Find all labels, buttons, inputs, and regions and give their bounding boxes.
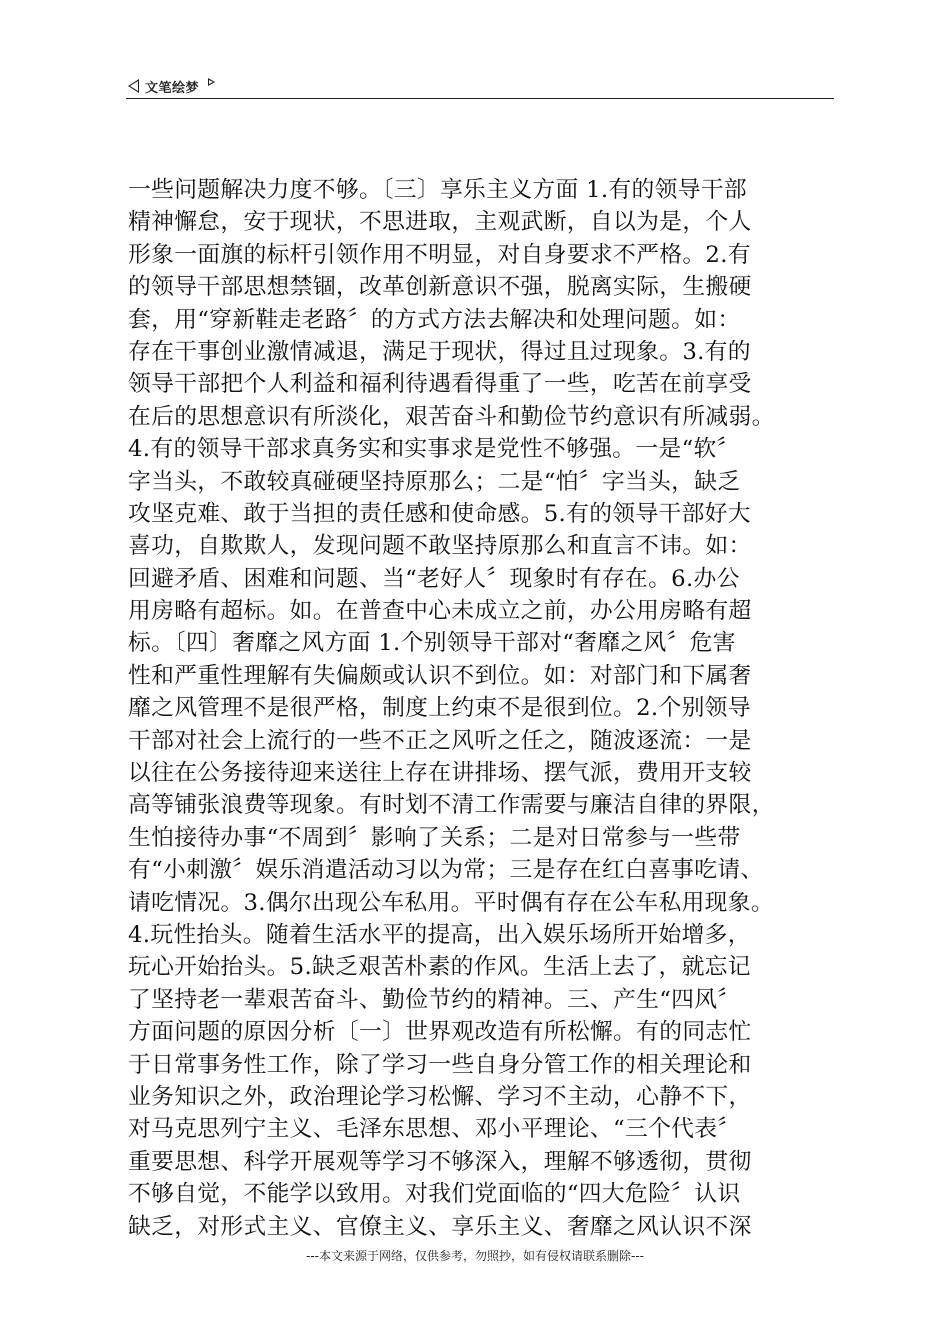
text-line: 喜功，自欺欺人，发现问题不敢坚持原那么和直言不讳。如： bbox=[128, 533, 752, 560]
text-line: 用房略有超标。如。在普查中心未成立之前，办公用房略有超 bbox=[128, 598, 752, 625]
text-line: 4.玩性抬头。随着生活水平的提高，出入娱乐场所开始增多， bbox=[128, 921, 751, 948]
text-line: 存在干事创业激情减退，满足于现状，得过且过现象。3.有的 bbox=[128, 338, 751, 365]
header-divider bbox=[126, 98, 834, 99]
text-line: 缺乏，对形式主义、官僚主义、享乐主义、奢靡之风认识不深 bbox=[128, 1213, 752, 1240]
text-line: 靡之风管理不是很严格，制度上约束不是很到位。2.个别领导 bbox=[128, 695, 751, 722]
page-footer: ---本文来源于网络，仅供参考，勿照抄，如有侵权请联系删除--- bbox=[306, 1249, 644, 1263]
text-line: 请吃情况。3.偶尔出现公车私用。平时偶有存在公车私用现象。 bbox=[128, 889, 774, 916]
right-triangle-icon bbox=[208, 78, 215, 86]
text-line: 在后的思想意识有所淡化，艰苦奋斗和勤俭节约意识有所减弱。 bbox=[128, 403, 775, 430]
text-line: 4.有的领导干部求真务实和实事求是党性不够强。一是“软〞 bbox=[128, 436, 740, 463]
text-line: 方面问题的原因分析〔一〕世界观改造有所松懈。有的同志忙 bbox=[128, 1019, 752, 1046]
text-line: 于日常事务性工作，除了学习一些自身分管工作的相关理论和 bbox=[128, 1051, 752, 1078]
text-line: 攻坚克难、敢于当担的责任感和使命感。5.有的领导干部好大 bbox=[128, 500, 751, 527]
text-line: 的领导干部思想禁锢，改革创新意识不强，脱离实际，生搬硬 bbox=[128, 274, 752, 301]
page-header bbox=[128, 74, 832, 98]
text-line: 干部对社会上流行的一些不正之风听之任之，随波逐流：一是 bbox=[128, 727, 752, 754]
text-line: 精神懈怠，安于现状，不思进取，主观武断，自以为是，个人 bbox=[128, 209, 752, 236]
text-line: 标。〔四〕奢靡之风方面 1.个别领导干部对“奢靡之风〞危害 bbox=[128, 630, 736, 657]
text-line: 有“小刺激〞娱乐消遣活动习以为常；三是存在红白喜事吃请、 bbox=[128, 857, 764, 884]
text-line: 不够自觉，不能学以致用。对我们党面临的“四大危险〞认识 bbox=[128, 1181, 741, 1208]
text-line: 字当头，不敢较真碰硬坚持原那么；二是“怕〞字当头，缺乏 bbox=[128, 468, 741, 495]
text-line: 领导干部把个人利益和福利待遇看得重了一些，吃苦在前享受 bbox=[128, 371, 752, 398]
text-line: 生怕接待办事“不周到〞影响了关系；二是对日常参与一些带 bbox=[128, 824, 741, 851]
text-line: 高等铺张浪费等现象。有时划不清工作需要与廉洁自律的界限， bbox=[128, 792, 775, 819]
text-line: 套，用“穿新鞋走老路〞的方式方法去解决和处理问题。如： bbox=[128, 306, 741, 333]
text-line: 重要思想、科学开展观等学习不够深入，理解不够透彻，贯彻 bbox=[128, 1148, 752, 1175]
document-body bbox=[128, 174, 840, 1243]
left-triangle-icon bbox=[128, 79, 139, 93]
text-line: 了坚持老一辈艰苦奋斗、勤俭节约的精神。三、产生“四风〞 bbox=[128, 986, 741, 1013]
text-line: 玩心开始抬头。5.缺乏艰苦朴素的作风。生活上去了，就忘记 bbox=[128, 954, 751, 981]
text-line: 一些问题解决力度不够。〔三〕享乐主义方面 1.有的领导干部 bbox=[128, 177, 748, 203]
header-brand: 文笔绘梦 bbox=[145, 80, 200, 96]
text-line: 对马克思列宁主义、毛泽东思想、邓小平理论、“三个代表〞 bbox=[128, 1116, 741, 1143]
text-line: 性和严重性理解有失偏颇或认识不到位。如：对部门和下属奢 bbox=[128, 662, 752, 689]
text-line: 回避矛盾、困难和问题、当“老好人〞现象时有存在。6.办公 bbox=[128, 565, 740, 592]
text-line: 业务知识之外，政治理论学习松懈、学习不主动，心静不下， bbox=[128, 1083, 752, 1110]
text-line: 以往在公务接待迎来送往上存在讲排场、摆气派，费用开支较 bbox=[128, 760, 752, 787]
text-line: 形象一面旗的标杆引领作用不明显，对自身要求不严格。2.有 bbox=[128, 241, 751, 268]
